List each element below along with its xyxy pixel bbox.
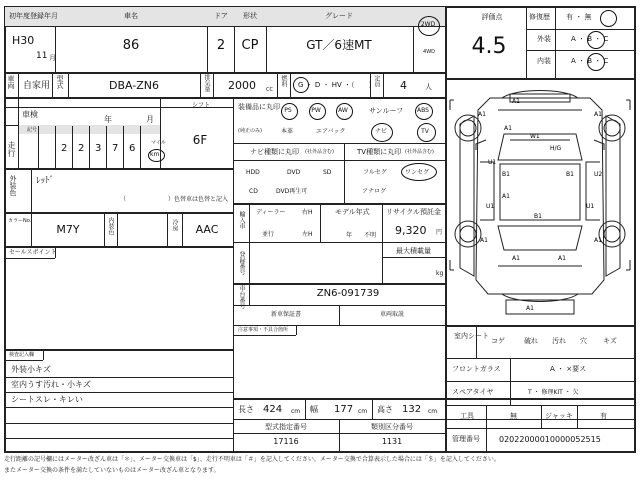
management-number-label: 管理番号 [452, 435, 480, 443]
windshield-label: フロントガラス [452, 365, 501, 373]
equip-leather: 本革 [281, 128, 294, 135]
color-code: M7Y [56, 223, 80, 236]
width-unit: cm [358, 408, 368, 415]
equipment-subtitle: (純正のみ) [238, 128, 262, 134]
score-label: 評価点 [481, 13, 503, 21]
navi-dvd-play: DVD再生可 [276, 188, 308, 195]
odometer-digit: 3 [95, 143, 102, 154]
color-code-label: カラーNo. [8, 218, 32, 224]
drive-4wd: 4WD [423, 49, 435, 55]
import-left-hand: 左H [302, 231, 313, 238]
model-year-unit: 年 [346, 232, 353, 239]
mark-a1-rear: A1 [526, 305, 534, 312]
fuel-options: G ・ D ・ HV ・（ ） [298, 81, 376, 89]
mark-a1-front: A1 [512, 98, 520, 105]
import-label: 輸入車 [238, 211, 245, 229]
inspector-notes-label: 検査記入欄 [9, 352, 35, 358]
sales-point-label: セールスポイント [9, 249, 57, 256]
chassis-label: 車台番号 [238, 285, 245, 309]
seat-burn: コゲ [491, 337, 505, 345]
recycle-label: リサイクル預託金 [386, 208, 442, 216]
class-number: 1131 [381, 437, 403, 446]
new-car-warranty: 新車保証書 [270, 311, 302, 318]
model-label: 型式 [56, 75, 64, 89]
displacement-label: 排気量 [203, 74, 210, 92]
repair-history-label: 修復歴 [529, 13, 550, 21]
registration-month: 11 [36, 51, 48, 61]
shift: 6F [192, 133, 208, 147]
overall-score: 4.5 [471, 34, 507, 59]
interior-color-label: 内装色 [107, 217, 114, 235]
equip-abs: ABS [417, 107, 429, 114]
length-unit: cm [291, 408, 301, 415]
mark-a1-left-front: A1 [478, 111, 486, 118]
equip-tv: TV [421, 128, 429, 135]
inspection-label: 車検 [22, 110, 38, 119]
mark-a1-roof: A1 [502, 193, 510, 200]
cooling: AAC [195, 223, 219, 236]
tv-analog: アナログ [362, 188, 387, 195]
capacity-label: 定員 [373, 75, 380, 87]
seat-tear: 破れ [524, 337, 538, 345]
odometer-digit: 2 [61, 143, 68, 154]
seat-scratch: キズ [603, 337, 617, 345]
model-year-unknown: 不明 [364, 232, 377, 239]
max-load-unit: kg [436, 270, 444, 277]
tv-fullseg: フルセグ [363, 169, 387, 176]
navi-cd: CD [249, 188, 258, 195]
odometer-label: 走行 [7, 141, 16, 157]
door-label: ドア [214, 12, 228, 20]
cooling-label: 冷房 [171, 219, 178, 231]
windshield-options: A ・ ×要ス [550, 365, 587, 373]
navi-sd: SD [323, 169, 332, 176]
mark-u1-left-rear-door: U1 [486, 203, 495, 210]
fuel-selected-circle [293, 77, 309, 93]
mark-b1-left: B1 [502, 171, 510, 178]
tv-title: TV種類に丸印 [357, 148, 402, 156]
vehicle-use: 自家用 [23, 81, 51, 91]
jack-label: ジャッキ [545, 412, 573, 420]
equip-aw: AW [338, 107, 348, 114]
exterior-grade-scale: A ・ B ・ C [571, 35, 609, 43]
exterior-grade-label: 外装 [537, 35, 551, 43]
door-count: 2 [216, 38, 226, 53]
mark-a1-trunk-right: A1 [558, 255, 566, 262]
exterior-color: ﾚｯﾄﾞ [36, 176, 55, 186]
mark-a1-trunk: A1 [512, 255, 520, 262]
inspector-note-3: シートスレ・キレい [11, 395, 83, 404]
reg-number-label: 登録番号 [238, 251, 245, 275]
first-registration-label: 初年度登録年月 [9, 12, 58, 20]
recycle-unit: 円 [436, 229, 443, 236]
mark-a1-left-rear: A1 [480, 237, 488, 244]
navi-hdd: HDD [246, 169, 260, 176]
grade-label: グレード [325, 12, 353, 20]
mark-b1-center: B1 [534, 213, 542, 220]
tools-value: 無 [510, 412, 517, 420]
fuel-label: 燃料 [280, 75, 287, 87]
color-label: 外装色 [9, 175, 17, 196]
import-parallel: 並行 [262, 231, 275, 238]
body-shape: CP [241, 38, 259, 53]
mark-u1-left: U1 [488, 159, 497, 166]
mark-hg: H/G [550, 145, 562, 152]
shift-label: シフト [192, 102, 211, 109]
width: 177 [334, 404, 354, 415]
displacement-unit: CC [266, 87, 273, 93]
mark-u2-right: U2 [594, 171, 603, 178]
equip-sunroof: サンルーフ [369, 107, 404, 115]
equip-pw: PW [311, 107, 321, 114]
registration-year: H30 [12, 34, 35, 47]
height-label: 高さ [377, 405, 393, 414]
equipment-title: 装備品に丸印 [238, 103, 280, 111]
interior-grade-label: 内装 [537, 57, 551, 65]
navi-title-note: (社外品含む) [305, 149, 334, 155]
type-designation-label: 型式指定番号 [265, 423, 307, 431]
odometer-digit: 2 [78, 143, 85, 154]
tv-oneseg: ワンセグ [405, 169, 430, 176]
odometer-mile-unit: マイル [151, 140, 166, 146]
car-name-label: 車名 [124, 12, 138, 20]
inspection-year-unit: 年 [104, 115, 112, 124]
inspection-month-unit: 月 [146, 115, 154, 124]
mark-a1-right-front: A1 [594, 111, 602, 118]
car-name: 86 [122, 38, 140, 53]
model-year-label: モデル年式 [335, 208, 370, 216]
displacement: 2000 [228, 79, 256, 92]
import-right-hand: 右H [302, 209, 313, 216]
spare-tire-label: スペアタイヤ [452, 388, 494, 396]
class-number-label: 類別区分番号 [371, 423, 413, 431]
chassis-number: ZN6-091739 [316, 288, 380, 299]
seat-hole: 穴 [580, 337, 587, 345]
navi-title: ナビ種類に丸印 [250, 148, 299, 156]
recycle-fee: 9,320 [395, 224, 427, 237]
mark-u1-right-rear-door: U1 [586, 203, 595, 210]
mark-b1-right: B1 [566, 171, 574, 178]
footer-note-2: またメーター交換の条件を満たしていないものはメーター改ざん車となります。 [4, 467, 220, 474]
tools-label: 工具 [460, 412, 474, 420]
seat-stain: 汚れ [552, 337, 566, 345]
color-change-note: （ ）色替車は色替と記入 [120, 196, 229, 203]
equip-ps: PS [284, 107, 292, 114]
equip-airbag: エアバック [316, 128, 346, 135]
footer-note-1: 走行距離の記号欄にはメーター改ざん車は「＊」、メーター交換車は「$」、走行不明車は「＃」を記入してください。メーター交換で合算表示した場合には「＄」を記入してください。 [4, 456, 500, 463]
attention-label: 注意事項・不具合箇所 [238, 327, 289, 333]
odometer-km-unit: km [150, 151, 160, 158]
spare-tire-options: T ・ 修理KIT ・ 欠 [528, 389, 579, 396]
width-label: 幅 [310, 405, 318, 414]
vehicle-use-label: 車両 [7, 75, 15, 89]
navi-dvd: DVD [287, 169, 301, 176]
owner-manual: 車両取説 [379, 311, 405, 318]
equip-navi: ナビ [374, 128, 388, 135]
mark-a1-hood: A1 [504, 125, 512, 132]
length-label: 長さ [238, 405, 254, 414]
height: 132 [402, 404, 422, 415]
import-dealer: ディーラー [256, 209, 286, 216]
seat-label: 室内シート [454, 332, 489, 340]
length: 424 [263, 404, 283, 415]
management-number: 02022000010000052515 [499, 435, 601, 444]
mark-w1-windshield: W1 [530, 133, 540, 140]
inspector-note-1: 外装小キズ [11, 365, 51, 374]
car-damage-diagram [446, 80, 634, 322]
height-unit: cm [428, 408, 438, 415]
inspector-note-2: 室内うす汚れ・小キズ [11, 380, 91, 389]
drive-2wd: 2WD [420, 21, 436, 28]
mark-a1-right-rear: A1 [594, 237, 602, 244]
grade: GT／6速MT [306, 38, 372, 52]
interior-grade-scale: A ・ B ・ C [571, 57, 609, 65]
odometer-symbol-label: 記号 [27, 127, 38, 133]
odometer-digit: 7 [112, 143, 119, 154]
type-designation-number: 17116 [273, 437, 299, 446]
shape-label: 形状 [243, 12, 257, 20]
capacity-unit: 人 [425, 83, 432, 91]
jack-value: 有 [600, 412, 607, 420]
repair-history-options: 有 ・ 無 [566, 13, 592, 21]
odometer-digit: 6 [129, 143, 136, 154]
tv-title-note: (社外品含む) [405, 149, 434, 155]
capacity: 4 [400, 79, 407, 92]
month-unit: 月 [49, 54, 56, 62]
max-load-label: 最大積載量 [396, 247, 431, 255]
model-code: DBA-ZN6 [108, 79, 160, 92]
